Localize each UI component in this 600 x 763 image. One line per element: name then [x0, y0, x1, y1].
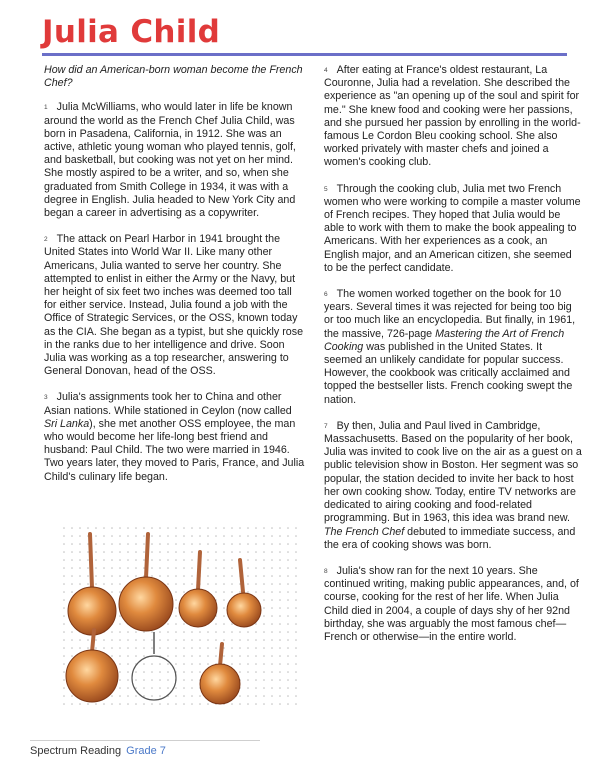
paragraph-2: [44, 233, 306, 378]
paragraph-text: Through the cooking club, Julia met two French women who were working to compile a master volume of French recipes. They hoped that Julia would be able to work with them to make the book appealing to Americans. With her experiences as a cook, an English major, and an American citizen, she seemed to be the perfect candidate.: [324, 182, 581, 274]
paragraph-text: Julia McWilliams, who would later in life be known around the world as the French Chef Julia Child, was born in Pasadena, California, in 1912. She was an active, athletic young woman who played tennis, golf, and basketball, but cooking was not yet on her mind. She mostly aspired to be a writer, and so, when she graduated from Smith College in 1934, it was with a degree in English. Julia headed to New York City and began a career in advertising as a copywriter.: [44, 101, 296, 220]
paragraph-number: 1: [44, 104, 48, 112]
page-footer: [30, 745, 166, 757]
paragraph-7: [324, 420, 582, 552]
paragraph-3: [44, 391, 306, 483]
footer-series: Spectrum Reading: [30, 745, 122, 757]
title-rule: [42, 53, 567, 56]
right-column: [324, 64, 582, 657]
paragraph-6: [324, 288, 582, 407]
page-title: Julia Child: [42, 14, 221, 50]
paragraph-text-cont: ), she met another OSS employee, the man who would become her life-long best friend and husband: Paul Child. The two were married in 1946. Two years later, they moved to Paris, France, and Julia Child's culinary life began.: [44, 417, 305, 483]
paragraph-text: By then, Julia and Paul lived in Cambridge, Massachusetts. Based on the popularity of her book, Julia was invited to cook live on the air as a guest on a public television show in Boston. Her segment was so popular, the station decided to invite her back to host her own cooking show. Today, entire TV networks are dedicated to airing cooking and food-related programming. But in 1963, this idea was brand new.: [324, 419, 582, 525]
paragraph-number: 3: [44, 394, 48, 402]
paragraph-8: [324, 565, 582, 644]
paragraph-number: 7: [324, 422, 328, 430]
paragraph-text: Julia's assignments took her to China and other Asian nations. While stationed in Ceylon (now called: [44, 391, 292, 417]
paragraph-number: 8: [324, 567, 328, 575]
paragraph-number: 6: [324, 291, 328, 299]
paragraph-text: Julia's show ran for the next 10 years. She continued writing, making public appearances, and, of course, cooking for the rest of her life. When Julia Child died in 2004, a couple of days shy of her 92nd birthday, she was arguably the most famous chef—French or otherwise—in the entire world.: [324, 564, 579, 643]
italic-term: Sri Lanka: [44, 417, 90, 430]
left-column: [44, 64, 306, 497]
paragraph-number: 2: [44, 236, 48, 244]
paragraph-number: 5: [324, 185, 328, 193]
paragraph-4: [324, 64, 582, 170]
paragraph-text: The attack on Pearl Harbor in 1941 brought the United States into World War II. Like many other Americans, Julia wanted to serve her country. She attempted to enlist in either the Army or the Navy, but her height of six feet two inches was deemed too tall for either service. Instead, Julia found a job with the Office of Strategic Services, or the OSS, known today as the CIA. She began as a typist, but she quickly rose in the ranks due to her intelligence and drive. Soon Julia was working as a top researcher, answering to General Donovan, head of the OSS.: [44, 233, 304, 378]
lead-question: How did an American-born woman become the French Chef?: [44, 64, 303, 90]
paragraph-text-cont: debuted to immediate success, and the era of cooking shows was born.: [324, 525, 576, 551]
paragraph-1: [44, 101, 306, 220]
footer-rule: [30, 740, 260, 741]
book-title: Mastering the Art of French Cooking: [324, 327, 565, 353]
paragraph-text-cont: was published in the United States. It seemed an unlikely candidate for popular success. However, the cookbook was critically acclaimed and topped the bestseller lists. French cooking swept the nation.: [324, 340, 573, 406]
paragraph-text: The women worked together on the book for 10 years. Several times it was rejected for being too big or too much like an encyclopedia. But finally, in 1961, the massive, 726-page: [324, 288, 576, 340]
copper-pots-illustration: [62, 526, 297, 711]
paragraph-5: [324, 183, 582, 275]
footer-grade: Grade 7: [126, 745, 166, 757]
paragraph-text: After eating at France's oldest restaurant, La Couronne, Julia had a revelation. She described the experience as "an opening up of the soul and spirit for me." She knew food and cooking were her passions, and she pursued her passion by enrolling in the world-famous Le Cordon Bleu cooking school. She also worked privately with master chefs and joined a women's cooking club.: [324, 64, 581, 169]
show-title: The French Chef: [324, 525, 405, 538]
paragraph-number: 4: [324, 67, 328, 74]
